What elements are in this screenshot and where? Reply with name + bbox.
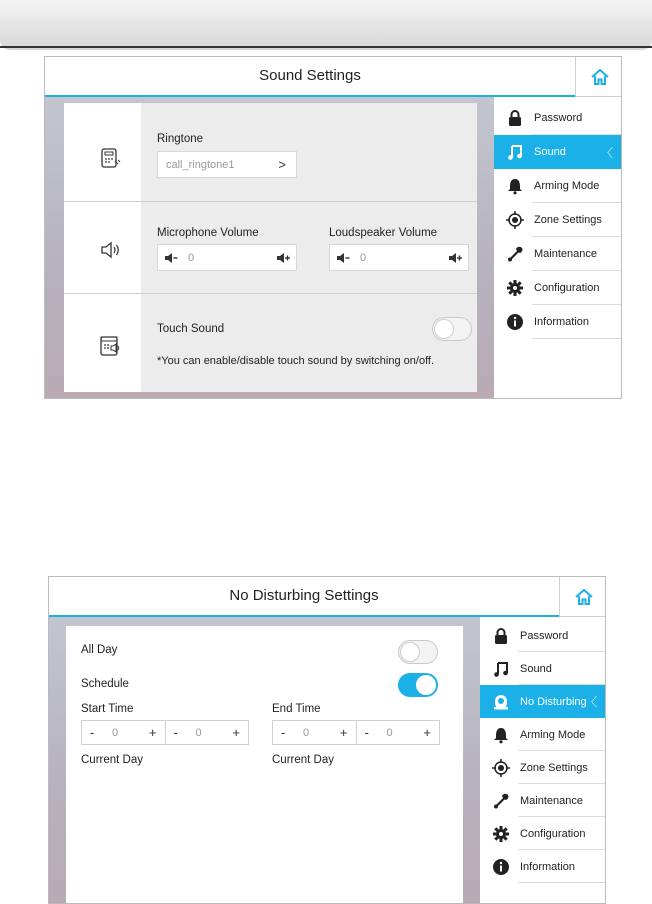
nav-item-information[interactable] (494, 305, 621, 339)
nav-label: Maintenance (520, 794, 583, 807)
touch-sound-note: *You can enable/disable touch sound by switching on/off. (157, 355, 435, 367)
title-bar (49, 577, 559, 617)
volume-up-icon[interactable] (276, 251, 290, 265)
all-day-label: All Day (81, 644, 118, 656)
nav-label: Information (534, 316, 590, 328)
chevron-left-icon: 〈 (600, 145, 613, 160)
minus-icon[interactable]: - (364, 725, 369, 740)
music-note-icon (506, 143, 524, 161)
schedule-toggle[interactable] (398, 673, 438, 697)
bell-icon (506, 177, 524, 195)
loudspeaker-volume-label: Loudspeaker Volume (329, 227, 438, 239)
content-area (45, 97, 496, 399)
loudspeaker-volume-value: 0 (360, 251, 367, 264)
nav-item-password[interactable] (480, 619, 605, 652)
volume-down-icon[interactable] (336, 251, 350, 265)
loudspeaker-volume-control[interactable] (329, 244, 469, 271)
music-note-icon (492, 660, 510, 678)
nav-item-zone-settings[interactable] (480, 751, 605, 784)
plus-icon[interactable]: + (423, 725, 431, 740)
info-icon (492, 858, 510, 876)
gear-icon (506, 279, 524, 297)
plus-icon[interactable]: + (232, 725, 240, 740)
ringtone-label: Ringtone (157, 133, 204, 145)
nav-item-zone-settings[interactable] (494, 203, 621, 237)
nav-divider (518, 882, 605, 883)
settings-panel (66, 626, 463, 904)
nav-label: Zone Settings (520, 761, 588, 774)
schedule-label: Schedule (81, 678, 129, 690)
plus-icon[interactable]: + (148, 725, 157, 740)
nav-label: Sound (520, 662, 552, 675)
home-icon (574, 587, 594, 607)
header-rule (0, 46, 652, 48)
ringtone-select[interactable] (157, 151, 297, 178)
home-button[interactable] (559, 577, 606, 617)
nav-item-sound[interactable] (494, 135, 621, 169)
moon-icon (492, 693, 510, 711)
row-divider (64, 293, 477, 294)
volume-down-icon[interactable] (164, 251, 178, 265)
nav-item-sound[interactable] (480, 652, 605, 685)
wrench-icon (492, 792, 510, 810)
nav-item-configuration[interactable] (494, 271, 621, 305)
sound-settings-screen (44, 56, 622, 399)
settings-nav (480, 617, 605, 904)
no-disturbing-screen (48, 576, 606, 904)
title-bar (45, 57, 575, 97)
ringtone-icon (99, 147, 121, 169)
start-minute-stepper[interactable] (165, 721, 249, 744)
touch-sound-toggle[interactable] (432, 317, 472, 341)
page-title: No Disturbing Settings (229, 587, 379, 604)
end-hour-stepper[interactable] (273, 721, 356, 744)
bell-icon (492, 726, 510, 744)
start-hour-value: 0 (112, 726, 119, 739)
settings-nav (494, 97, 621, 399)
toggle-knob (400, 642, 420, 662)
toggle-knob (434, 319, 454, 339)
end-time-label: End Time (272, 703, 321, 715)
page-title: Sound Settings (259, 67, 361, 84)
start-day-label: Current Day (81, 754, 143, 766)
info-icon (506, 313, 524, 331)
nav-item-information[interactable] (480, 850, 605, 883)
minus-icon[interactable]: - (173, 725, 178, 740)
ringtone-value: call_ringtone1 (166, 158, 235, 171)
crosshair-icon (506, 211, 524, 229)
nav-item-maintenance[interactable] (494, 237, 621, 271)
minus-icon[interactable]: - (281, 725, 286, 740)
touch-sound-label: Touch Sound (157, 323, 225, 335)
touch-sound-icon (99, 335, 121, 357)
nav-item-maintenance[interactable] (480, 784, 605, 817)
nav-label: Maintenance (534, 248, 597, 260)
nav-label: No Disturbing (520, 695, 587, 708)
nav-label: Arming Mode (520, 728, 586, 741)
nav-item-password[interactable] (494, 101, 621, 135)
end-time-stepper[interactable] (272, 720, 440, 745)
end-minute-stepper[interactable] (356, 721, 440, 744)
plus-icon[interactable]: + (339, 725, 348, 740)
chevron-right-icon: > (278, 157, 286, 172)
content-area (49, 617, 482, 904)
nav-label: Zone Settings (534, 214, 602, 226)
home-button[interactable] (575, 57, 622, 97)
home-icon (590, 67, 610, 87)
gear-icon (492, 825, 510, 843)
lock-icon (492, 627, 510, 645)
nav-item-configuration[interactable] (480, 817, 605, 850)
start-hour-stepper[interactable] (82, 721, 165, 744)
row-divider (64, 201, 477, 202)
start-time-stepper[interactable] (81, 720, 249, 745)
end-minute-value: 0 (386, 726, 393, 739)
chevron-left-icon: 〈 (584, 695, 597, 709)
microphone-volume-label: Microphone Volume (157, 227, 259, 239)
nav-label: Configuration (534, 282, 600, 294)
settings-panel (64, 103, 477, 392)
microphone-volume-value: 0 (188, 251, 195, 264)
nav-label: Password (534, 112, 583, 124)
nav-item-no-disturbing[interactable] (480, 685, 605, 718)
nav-label: Arming Mode (534, 180, 600, 192)
volume-up-icon[interactable] (448, 251, 462, 265)
nav-item-arming-mode[interactable] (480, 718, 605, 751)
nav-label: Sound (534, 146, 566, 158)
nav-item-arming-mode[interactable] (494, 169, 621, 203)
end-day-label: Current Day (272, 754, 334, 766)
lock-icon (506, 109, 524, 127)
start-minute-value: 0 (195, 726, 202, 739)
end-hour-value: 0 (303, 726, 310, 739)
crosshair-icon (492, 759, 510, 777)
nav-divider (532, 338, 621, 339)
nav-label: Information (520, 860, 576, 873)
all-day-toggle[interactable] (398, 640, 438, 664)
toggle-knob (416, 675, 436, 695)
minus-icon[interactable]: - (90, 725, 95, 740)
nav-label: Password (520, 629, 569, 642)
start-time-label: Start Time (81, 703, 134, 715)
nav-label: Configuration (520, 827, 586, 840)
document-header (0, 0, 652, 50)
microphone-volume-control[interactable] (157, 244, 297, 271)
wrench-icon (506, 245, 524, 263)
speaker-icon (99, 239, 121, 261)
